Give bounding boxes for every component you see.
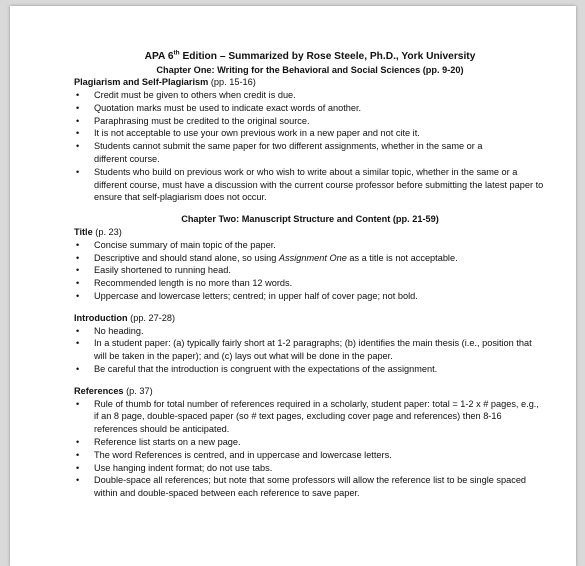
list-item: • Easily shortened to running head. <box>74 264 546 277</box>
plagiarism-heading <box>74 76 546 89</box>
title-section-heading-label: Title <box>74 227 93 238</box>
introduction-heading <box>74 312 546 325</box>
document-page <box>10 6 576 566</box>
references-heading-label: References <box>74 385 124 396</box>
references-list <box>74 398 546 500</box>
references-heading <box>74 385 546 398</box>
list-item: • The word References is centred, and in uppercase and lowercase letters. <box>74 449 546 462</box>
list-item: • Concise summary of main topic of the paper. <box>74 239 546 252</box>
title-superscript: th <box>173 49 180 57</box>
introduction-list <box>74 325 546 376</box>
list-item: • Uppercase and lowercase letters; centred; in upper half of cover page; not bold. <box>74 290 546 303</box>
list-item-text: Descriptive and should stand alone, so using <box>94 252 279 263</box>
introduction-heading-label: Introduction <box>74 312 128 323</box>
title-section-pages: (p. 23) <box>92 227 122 238</box>
list-item-italic: Assignment One <box>278 252 347 263</box>
title-section-heading <box>74 226 546 239</box>
chapter-one-heading: Chapter One: Writing for the Behavioral and Social Sciences (pp. 9-20) <box>156 64 464 75</box>
title-rest: Edition – Summarized by Rose Steele, Ph.D., York University <box>179 51 476 62</box>
introduction-pages: (pp. 27-28) <box>127 312 176 323</box>
document-title <box>74 50 546 64</box>
list-item: • Recommended length is no more than 12 words. <box>74 277 546 290</box>
list-item-text: as a title is not acceptable. <box>346 252 458 263</box>
list-item: • It is not acceptable to use your own previous work in a new paper and not cite it. <box>74 127 546 140</box>
list-item: • Credit must be given to others when credit is due. <box>74 89 546 102</box>
list-item: • Be careful that the introduction is congruent with the expectations of the assignment. <box>74 363 546 376</box>
plagiarism-heading-label: Plagiarism and Self-Plagiarism <box>74 77 209 88</box>
list-item: • Paraphrasing must be credited to the original source. <box>74 115 546 128</box>
list-item: • No heading. <box>74 325 546 338</box>
list-item: • Quotation marks must be used to indicate exact words of another. <box>74 102 546 115</box>
plagiarism-pages: (pp. 15-16) <box>208 77 256 88</box>
list-item: • Students cannot submit the same paper for two different assignments, whether in the same or a different course. <box>74 140 546 166</box>
list-item <box>74 252 546 265</box>
list-item: • Rule of thumb for total number of references required in a scholarly, student paper: total = 1-2 x # pages, e.g., if an 8 page, double-spaced paper (so # text pages, excluding cover page and references) then 8-16 references should be anticipated. <box>74 398 546 436</box>
list-item: • Reference list starts on a new page. <box>74 436 546 449</box>
title-list <box>74 239 546 303</box>
references-pages: (p. 37) <box>123 385 153 396</box>
title-main: APA 6 <box>144 51 174 62</box>
plagiarism-list <box>74 89 546 204</box>
list-item: • Students who build on previous work or who wish to write about a similar topic, whether in the same or a different course, must have a discussion with the current course professor before submitting the latest paper to ensure that self-plagiarism does not occur. <box>74 166 546 204</box>
chapter-two-heading: Chapter Two: Manuscript Structure and Content (pp. 21-59) <box>181 214 439 225</box>
list-item: • In a student paper: (a) typically fairly short at 1-2 paragraphs; (b) identifies the main thesis (i.e., position that will be taken in the paper); and (c) lays out what will be done in the paper. <box>74 337 546 363</box>
list-item: • Use hanging indent format; do not use tabs. <box>74 462 546 475</box>
list-item: • Double-space all references; but note that some professors will allow the reference list to be single spaced within and double-spaced between each reference to save paper. <box>74 474 546 500</box>
